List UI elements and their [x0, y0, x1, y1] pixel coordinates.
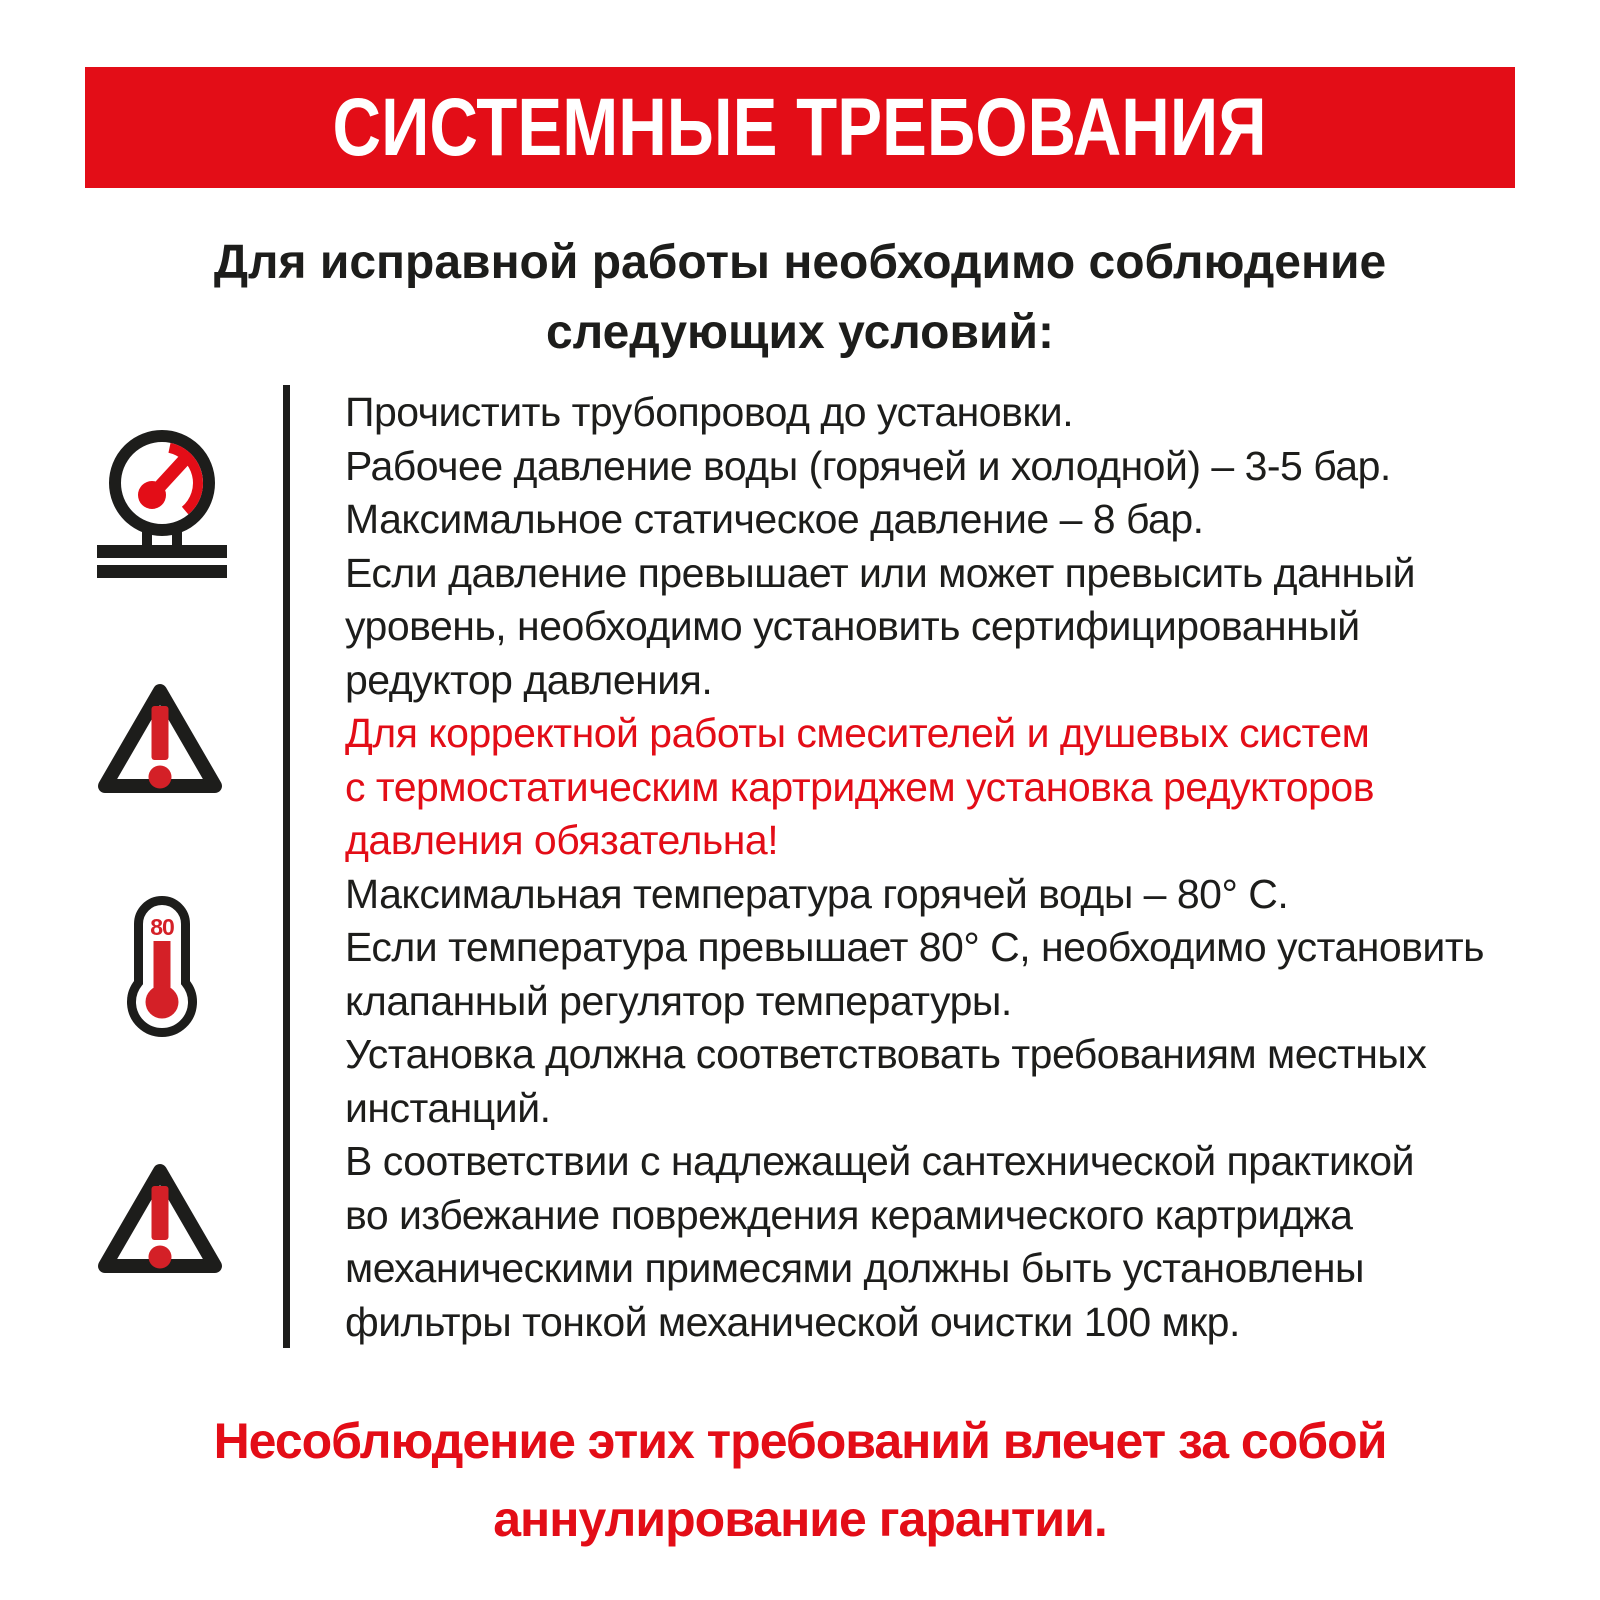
requirement-line: Максимальная температура горячей воды – 80° C. [345, 870, 1289, 917]
requirement-line: редуктор давления. [345, 656, 713, 703]
thermometer-label: 80 [150, 914, 174, 940]
intro-heading [0, 228, 1600, 368]
header-banner [85, 67, 1515, 188]
pressure-gauge-icon [97, 428, 227, 578]
vertical-divider [283, 385, 290, 1348]
requirement-line: с термостатическим картриджем установка редукторов [345, 763, 1374, 810]
page-title: СИСТЕМНЫЕ ТРЕБОВАНИЯ [332, 81, 1268, 173]
footer-warning [0, 1402, 1600, 1558]
warning-triangle-icon [93, 676, 227, 800]
requirements-list [345, 386, 1560, 1349]
requirement-line: уровень, необходимо установить сертифицированный [345, 603, 1360, 649]
warning-triangle-icon [93, 1156, 227, 1280]
footer-warning-text: Несоблюдение этих требований влечет за собой аннулирование гарантии. [213, 1413, 1387, 1547]
requirement-line: Если давление превышает или может превысить данный [345, 549, 1416, 596]
requirement-line: во избежание повреждения керамического картриджа [345, 1191, 1353, 1238]
requirement-line: Максимальное статическое давление – 8 бар. [345, 496, 1204, 542]
requirement-line: давления обязательна! [345, 817, 779, 863]
requirement-line: Для корректной работы смесителей и душевых систем [345, 710, 1370, 756]
intro-text: Для исправной работы необходимо соблюдение следующих условий: [213, 236, 1387, 359]
requirement-line: Установка должна соответствовать требованиям местных [345, 1031, 1427, 1077]
requirement-line: инстанций. [345, 1084, 551, 1131]
requirement-line: фильтры тонкой механической очистки 100 мкр. [345, 1298, 1240, 1345]
requirement-line: Если температура превышает 80° C, необходимо установить [345, 924, 1484, 970]
requirement-line: В соответствии с надлежащей сантехнической практикой [345, 1138, 1414, 1184]
requirement-line: механическими примесями должны быть установлены [345, 1245, 1364, 1291]
thermometer-icon [129, 891, 195, 1041]
requirement-line: клапанный регулятор температуры. [345, 977, 1012, 1024]
requirement-line: Прочистить трубопровод до установки. [345, 389, 1074, 435]
requirement-line: Рабочее давление воды (горячей и холодной) – 3-5 бар. [345, 442, 1391, 489]
